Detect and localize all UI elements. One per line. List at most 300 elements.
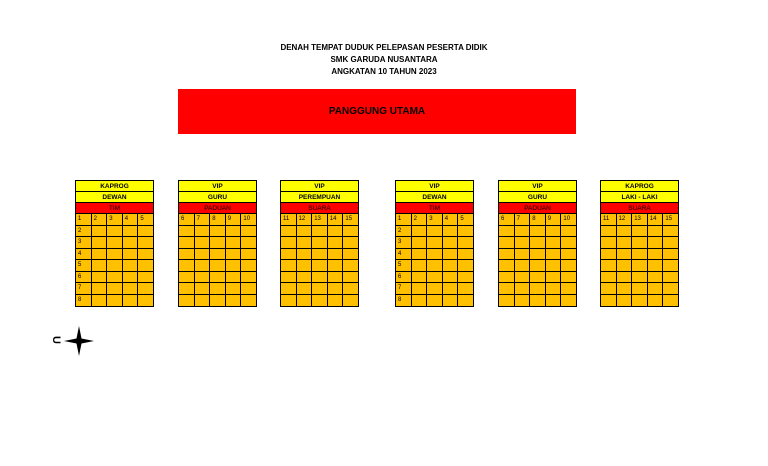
- seat-cell: 8: [76, 295, 92, 307]
- seat-cell: [123, 226, 139, 237]
- seat-cell: [226, 272, 242, 283]
- seat-row: [281, 260, 358, 272]
- seat-row: [281, 249, 358, 261]
- seat-cell: [499, 237, 515, 248]
- seat-cell: [107, 283, 123, 294]
- seat-cell: [328, 295, 344, 307]
- seat-cell: 6: [396, 272, 412, 283]
- seat-cell: 5: [460, 216, 464, 222]
- seat-cell: 13: [312, 214, 328, 225]
- seat-cell: [663, 249, 678, 260]
- seat-cell: [443, 237, 459, 248]
- title-line-2: SMK GARUDA NUSANTARA: [330, 55, 438, 64]
- seat-cell: 1: [396, 214, 412, 225]
- block-label-2: DEWAN: [396, 192, 473, 203]
- block-label-3: SUARA: [601, 203, 678, 214]
- seat-cell: [179, 237, 195, 248]
- seat-block-2: [178, 180, 257, 307]
- seat-cell: 14: [328, 214, 344, 225]
- seat-cell: [412, 249, 428, 260]
- seat-cell: [312, 295, 328, 307]
- seat-cell: [561, 272, 576, 283]
- seat-row: [76, 214, 153, 226]
- seat-cell: [92, 237, 108, 248]
- seat-cell: [297, 295, 313, 307]
- seat-block-3: [280, 180, 359, 307]
- seat-cell: [530, 283, 546, 294]
- seat-cell: [241, 249, 256, 260]
- seat-cell: [443, 295, 459, 307]
- seat-cell: [241, 272, 256, 283]
- seat-cell: 3: [396, 237, 412, 248]
- seat-cell: [241, 237, 256, 248]
- seat-row: [499, 260, 576, 272]
- seat-cell: [281, 249, 297, 260]
- seat-cell: 7: [396, 283, 412, 294]
- seat-cell: [617, 295, 633, 307]
- seat-cell: [281, 237, 297, 248]
- seat-cell: [297, 226, 313, 237]
- seat-cell: [138, 295, 153, 307]
- seat-cell: [427, 249, 443, 260]
- seat-cell: [458, 249, 473, 260]
- seat-cell: [241, 226, 256, 237]
- seat-cell: [195, 260, 211, 271]
- seat-cell: [515, 260, 531, 271]
- seat-cell: [632, 295, 648, 307]
- seat-row: [281, 295, 358, 307]
- seat-row: [281, 283, 358, 295]
- seat-cell: [648, 283, 664, 294]
- seat-cell: [281, 283, 297, 294]
- seat-cell: [632, 237, 648, 248]
- block-label-2: GURU: [179, 192, 256, 203]
- seat-cell: [648, 249, 664, 260]
- seat-cell: [138, 272, 153, 283]
- seat-cell: 4: [123, 214, 139, 225]
- seat-cell: [179, 249, 195, 260]
- seat-cell: [617, 283, 633, 294]
- seat-row: [281, 272, 358, 284]
- seat-cell: 1: [76, 214, 92, 225]
- seat-cell: [107, 295, 123, 307]
- seat-cell: [281, 295, 297, 307]
- seat-cell: [458, 226, 473, 237]
- seat-cell: 2: [396, 226, 412, 237]
- seat-cell: [412, 272, 428, 283]
- seat-cell: [427, 272, 443, 283]
- seat-row: [601, 237, 678, 249]
- seat-cell: [328, 249, 344, 260]
- seat-cell: [179, 283, 195, 294]
- seat-cell: [561, 283, 576, 294]
- title-line-1: DENAH TEMPAT DUDUK PELEPASAN PESERTA DIDIK: [280, 43, 488, 52]
- seat-cell: [499, 272, 515, 283]
- seat-cell: [561, 226, 576, 237]
- seat-row: [76, 237, 153, 249]
- seat-row: [601, 214, 678, 226]
- seat-cell: 7: [195, 214, 211, 225]
- seat-row: [179, 237, 256, 249]
- seat-cell: [546, 260, 562, 271]
- seat-row: [396, 214, 473, 226]
- seat-cell: [412, 295, 428, 307]
- seat-cell: [343, 295, 358, 307]
- seat-cell: [617, 237, 633, 248]
- seat-cell: [343, 237, 358, 248]
- seat-cell: 15: [345, 216, 353, 222]
- seat-cell: [546, 283, 562, 294]
- seat-cell: [241, 260, 256, 271]
- seat-cell: [195, 272, 211, 283]
- seat-cell: [179, 260, 195, 271]
- seat-cell: [226, 295, 242, 307]
- seat-cell: [601, 226, 617, 237]
- seat-cell: [546, 295, 562, 307]
- block-label-3: PADUAN: [179, 203, 256, 214]
- seat-cell: [499, 283, 515, 294]
- seat-cell: [617, 226, 633, 237]
- block-label-1: VIP: [179, 181, 256, 192]
- seat-row: [601, 295, 678, 307]
- seat-cell: [515, 295, 531, 307]
- seat-cell: [210, 260, 226, 271]
- block-label-2: LAKI - LAKI: [601, 192, 678, 203]
- seat-block-6: [600, 180, 679, 307]
- seat-cell: [123, 237, 139, 248]
- block-label-2: DEWAN: [76, 192, 153, 203]
- seat-row: [396, 249, 473, 261]
- title-line-3: ANGKATAN 10 TAHUN 2023: [331, 67, 437, 76]
- seat-cell: 4: [396, 249, 412, 260]
- block-label-1: VIP: [499, 181, 576, 192]
- block-label-1: KAPROG: [76, 181, 153, 192]
- seat-cell: [499, 249, 515, 260]
- block-label-1: VIP: [396, 181, 473, 192]
- seat-cell: [561, 249, 576, 260]
- seat-cell: [601, 295, 617, 307]
- seat-cell: [663, 226, 678, 237]
- seat-cell: 11: [601, 214, 617, 225]
- seat-cell: [195, 283, 211, 294]
- seat-cell: 8: [396, 295, 412, 307]
- seat-cell: [92, 226, 108, 237]
- seat-cell: [210, 249, 226, 260]
- seat-row: [281, 226, 358, 238]
- seat-cell: [297, 260, 313, 271]
- seat-cell: [123, 272, 139, 283]
- seat-cell: 2: [412, 214, 428, 225]
- seat-cell: [281, 260, 297, 271]
- seat-cell: [458, 295, 473, 307]
- seat-cell: [530, 260, 546, 271]
- seat-cell: [123, 283, 139, 294]
- seat-cell: [632, 260, 648, 271]
- seat-cell: [515, 237, 531, 248]
- block-label-3: PADUAN: [499, 203, 576, 214]
- seat-cell: [195, 295, 211, 307]
- seat-cell: [312, 249, 328, 260]
- seat-cell: [427, 295, 443, 307]
- seat-cell: [107, 237, 123, 248]
- seat-cell: 6: [499, 214, 515, 225]
- seat-row: [179, 272, 256, 284]
- seat-cell: [648, 260, 664, 271]
- seat-row: [396, 295, 473, 307]
- seat-cell: [107, 260, 123, 271]
- seat-cell: 2: [76, 226, 92, 237]
- seat-cell: [530, 249, 546, 260]
- seat-cell: [412, 237, 428, 248]
- seat-cell: [107, 272, 123, 283]
- seat-cell: [515, 226, 531, 237]
- seat-cell: [561, 260, 576, 271]
- seat-cell: [107, 249, 123, 260]
- seat-cell: [648, 237, 664, 248]
- seat-cell: [412, 283, 428, 294]
- seat-cell: [458, 260, 473, 271]
- seat-cell: [632, 226, 648, 237]
- seat-cell: 8: [210, 214, 226, 225]
- seat-row: [396, 283, 473, 295]
- seat-cell: [195, 249, 211, 260]
- seat-cell: [617, 272, 633, 283]
- seat-cell: [195, 237, 211, 248]
- seat-row: [499, 272, 576, 284]
- seat-row: [76, 260, 153, 272]
- seat-cell: [530, 226, 546, 237]
- seat-cell: [601, 272, 617, 283]
- seat-cell: 4: [76, 249, 92, 260]
- seat-cell: [663, 272, 678, 283]
- compass: [49, 326, 96, 356]
- seat-cell: [226, 249, 242, 260]
- seat-cell: [648, 226, 664, 237]
- seat-cell: [648, 295, 664, 307]
- seat-cell: [281, 226, 297, 237]
- seat-row: [499, 283, 576, 295]
- block-label-3: TIM: [76, 203, 153, 214]
- seat-cell: [226, 260, 242, 271]
- seat-cell: 12: [297, 214, 313, 225]
- seat-cell: 6: [179, 214, 195, 225]
- seat-cell: [138, 283, 153, 294]
- seat-cell: [312, 226, 328, 237]
- seat-cell: [530, 237, 546, 248]
- seat-cell: 3: [107, 214, 123, 225]
- seat-row: [76, 249, 153, 261]
- seat-cell: [210, 237, 226, 248]
- seat-cell: [123, 260, 139, 271]
- seat-cell: 13: [632, 214, 648, 225]
- seat-row: [499, 295, 576, 307]
- seat-row: [179, 214, 256, 226]
- seat-cell: 6: [76, 272, 92, 283]
- seat-cell: [210, 272, 226, 283]
- seat-block-5: [498, 180, 577, 307]
- seat-cell: [427, 283, 443, 294]
- seat-row: [76, 226, 153, 238]
- seat-row: [499, 214, 576, 226]
- block-label-3: TIM: [396, 203, 473, 214]
- seat-cell: 5: [140, 216, 144, 222]
- seat-cell: [499, 260, 515, 271]
- seat-cell: [632, 249, 648, 260]
- seat-cell: [138, 249, 153, 260]
- seat-row: [281, 214, 358, 226]
- seat-row: [76, 295, 153, 307]
- seat-cell: [138, 260, 153, 271]
- seat-cell: [443, 272, 459, 283]
- seat-row: [601, 249, 678, 261]
- seat-block-1: [75, 180, 154, 307]
- seat-cell: [343, 226, 358, 237]
- seat-cell: [92, 295, 108, 307]
- seat-cell: [297, 237, 313, 248]
- seat-cell: [92, 260, 108, 271]
- seat-cell: 12: [617, 214, 633, 225]
- seat-cell: [92, 249, 108, 260]
- seat-row: [601, 283, 678, 295]
- seat-row: [76, 283, 153, 295]
- seat-cell: 15: [665, 216, 673, 222]
- seat-cell: [123, 295, 139, 307]
- seat-cell: 9: [226, 214, 242, 225]
- seat-row: [179, 283, 256, 295]
- seat-cell: [138, 226, 153, 237]
- seat-cell: [312, 260, 328, 271]
- seat-cell: [241, 295, 256, 307]
- seat-cell: [515, 249, 531, 260]
- seat-cell: 3: [427, 214, 443, 225]
- seat-row: [499, 226, 576, 238]
- seat-row: [179, 226, 256, 238]
- seat-cell: [546, 237, 562, 248]
- seat-cell: [312, 272, 328, 283]
- seat-cell: 11: [281, 214, 297, 225]
- seat-cell: [458, 272, 473, 283]
- seat-row: [76, 272, 153, 284]
- seat-cell: 7: [76, 283, 92, 294]
- seat-cell: [546, 249, 562, 260]
- seat-cell: [427, 226, 443, 237]
- seat-cell: [107, 226, 123, 237]
- seat-cell: [443, 283, 459, 294]
- seat-cell: [515, 283, 531, 294]
- seat-row: [396, 226, 473, 238]
- seat-row: [281, 237, 358, 249]
- seat-cell: [226, 237, 242, 248]
- seat-cell: [663, 237, 678, 248]
- block-label-2: GURU: [499, 192, 576, 203]
- seat-row: [499, 249, 576, 261]
- seat-cell: [412, 226, 428, 237]
- seat-cell: [546, 226, 562, 237]
- seat-cell: [312, 283, 328, 294]
- block-label-1: KAPROG: [601, 181, 678, 192]
- seat-cell: [210, 226, 226, 237]
- seat-cell: 5: [396, 260, 412, 271]
- seat-cell: [601, 237, 617, 248]
- seat-cell: [281, 272, 297, 283]
- seat-cell: 10: [563, 216, 571, 222]
- seat-cell: [328, 272, 344, 283]
- seat-cell: [530, 295, 546, 307]
- seat-cell: [617, 260, 633, 271]
- seat-cell: [312, 237, 328, 248]
- seat-cell: [632, 272, 648, 283]
- seat-cell: 10: [243, 216, 251, 222]
- seat-cell: [530, 272, 546, 283]
- main-stage: PANGGUNG UTAMA: [178, 89, 576, 134]
- seat-cell: [443, 226, 459, 237]
- seat-cell: [226, 226, 242, 237]
- seat-cell: [138, 237, 153, 248]
- seat-cell: [195, 226, 211, 237]
- seat-cell: 5: [76, 260, 92, 271]
- seat-cell: [123, 249, 139, 260]
- seat-cell: [663, 283, 678, 294]
- block-label-2: PEREMPUAN: [281, 192, 358, 203]
- seat-cell: 8: [530, 214, 546, 225]
- seat-cell: [328, 237, 344, 248]
- seat-cell: [601, 283, 617, 294]
- seat-row: [601, 260, 678, 272]
- seat-cell: [179, 295, 195, 307]
- seat-cell: [561, 237, 576, 248]
- seat-cell: [601, 249, 617, 260]
- seat-cell: 7: [515, 214, 531, 225]
- compass-label: U: [49, 336, 62, 344]
- seat-cell: [499, 295, 515, 307]
- seat-row: [396, 260, 473, 272]
- seat-cell: [412, 260, 428, 271]
- seat-cell: [561, 295, 576, 307]
- seat-row: [396, 237, 473, 249]
- seat-cell: [297, 283, 313, 294]
- seat-cell: [617, 249, 633, 260]
- seat-cell: [297, 249, 313, 260]
- seat-cell: [458, 237, 473, 248]
- seat-cell: [210, 283, 226, 294]
- seat-cell: [499, 226, 515, 237]
- seat-cell: 2: [92, 214, 108, 225]
- seat-cell: [663, 260, 678, 271]
- seat-row: [601, 226, 678, 238]
- seat-row: [601, 272, 678, 284]
- seat-cell: [328, 260, 344, 271]
- seat-cell: 9: [546, 214, 562, 225]
- seat-block-4: [395, 180, 474, 307]
- seat-row: [499, 237, 576, 249]
- seat-cell: [92, 283, 108, 294]
- seat-cell: [343, 249, 358, 260]
- compass-star-icon: [64, 326, 94, 356]
- seat-cell: [601, 260, 617, 271]
- seat-cell: [92, 272, 108, 283]
- seat-cell: [210, 295, 226, 307]
- seat-cell: [343, 260, 358, 271]
- seat-cell: [241, 283, 256, 294]
- seat-cell: [443, 249, 459, 260]
- seat-cell: 3: [76, 237, 92, 248]
- block-label-1: VIP: [281, 181, 358, 192]
- seat-cell: [443, 260, 459, 271]
- seat-cell: [632, 283, 648, 294]
- seat-cell: [328, 226, 344, 237]
- seat-cell: 14: [648, 214, 664, 225]
- seat-cell: [343, 283, 358, 294]
